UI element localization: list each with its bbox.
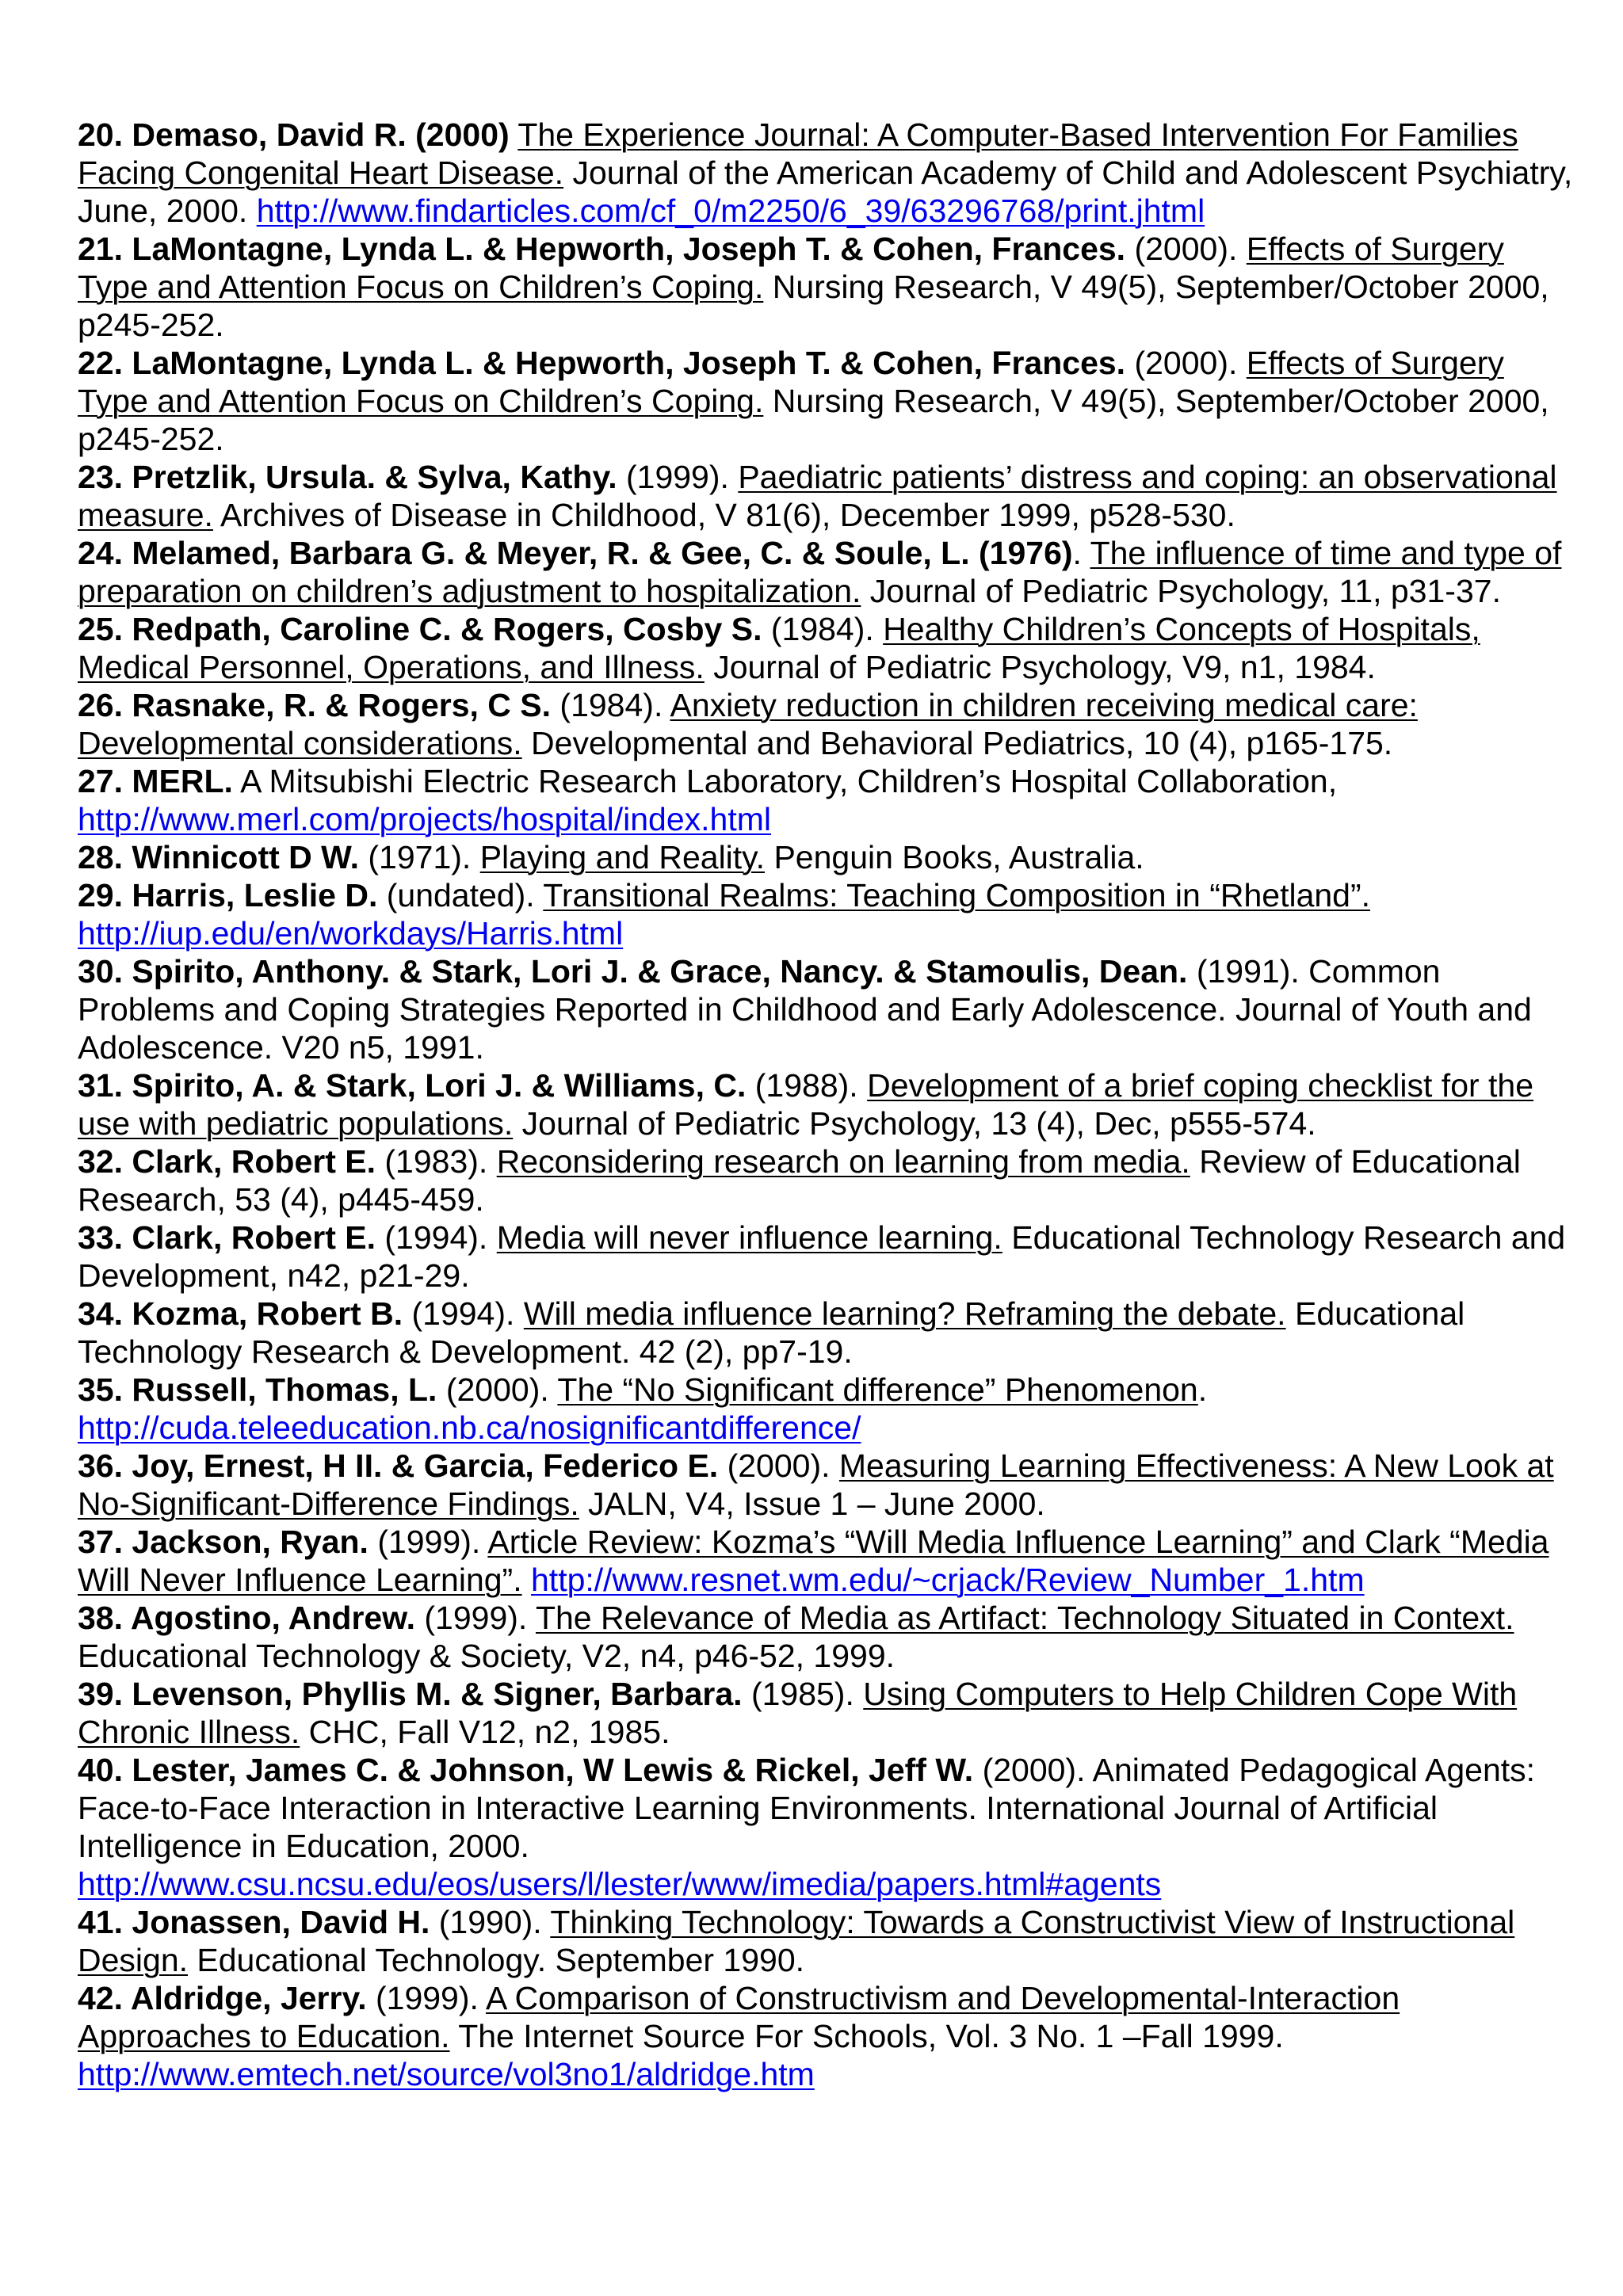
reference-author-name: Lester, James C. & Johnson, W Lewis & Rickel, Jeff W. — [132, 1752, 974, 1788]
reference-author-name: Aldridge, Jerry. — [130, 1980, 367, 2016]
reference-author — [78, 877, 377, 913]
reference-title: Development of a brief coping checklist for the use with pediatric populations. — [78, 1067, 1534, 1142]
reference-title: Reconsidering research on learning from media. — [496, 1143, 1190, 1180]
reference-year: (2000). — [718, 1447, 839, 1484]
reference-number: 39. — [78, 1676, 123, 1712]
reference-author-name: Russell, Thomas, L. — [132, 1371, 437, 1408]
reference-year: (1988). — [746, 1067, 868, 1104]
reference-year: (1999). — [366, 1980, 487, 2016]
reference-22 — [78, 344, 1575, 458]
reference-36 — [78, 1447, 1575, 1523]
reference-author — [78, 1600, 415, 1636]
reference-title: Healthy Children’s Concepts of Hospitals, Medical Personnel, Operations, and Illness. — [78, 611, 1480, 685]
reference-30 — [78, 952, 1575, 1066]
reference-link[interactable]: http://cuda.teleeducation.nb.ca/nosignificantdifference/ — [78, 1409, 861, 1446]
reference-title: Anxiety reduction in children receiving medical care: Developmental considerations. — [78, 687, 1418, 761]
reference-year: (1990). — [430, 1904, 551, 1940]
reference-title: The Experience Journal: A Computer-Based Intervention For Families Facing Congenital Heart Disease. — [78, 116, 1518, 191]
reference-author-name: MERL. — [132, 763, 233, 799]
reference-source: JALN, V4, Issue 1 – June 2000. — [579, 1486, 1045, 1522]
reference-author-name: Kozma, Robert B. — [132, 1295, 403, 1332]
reference-title: Media will never influence learning. — [496, 1219, 1002, 1256]
reference-41 — [78, 1903, 1575, 1979]
reference-source — [522, 1562, 531, 1598]
reference-34 — [78, 1295, 1575, 1371]
reference-number: 34. — [78, 1295, 123, 1332]
reference-source: Archives of Disease in Childhood, V 81(6), December 1999, p528-530. — [212, 497, 1235, 533]
reference-author — [78, 1295, 403, 1332]
reference-year: (1999). — [368, 1524, 488, 1560]
reference-author — [78, 116, 510, 153]
reference-author — [78, 345, 1125, 381]
reference-27 — [78, 762, 1575, 838]
reference-29 — [78, 876, 1575, 952]
reference-author — [78, 611, 762, 647]
reference-author — [78, 1752, 973, 1788]
reference-author-name: Joy, Ernest, H II. & Garcia, Federico E. — [132, 1447, 719, 1484]
reference-source: Nursing Research, V 49(5), September/October 2000, p245-252. — [78, 269, 1549, 343]
reference-number: 23. — [78, 459, 123, 495]
reference-author-name: Levenson, Phyllis M. & Signer, Barbara. — [132, 1676, 743, 1712]
reference-35 — [78, 1371, 1575, 1447]
reference-year: (undated). — [377, 877, 544, 913]
reference-source: Educational Technology Research and Development, n42, p21-29. — [78, 1219, 1566, 1294]
reference-number: 22. — [78, 345, 123, 381]
reference-author — [78, 1524, 369, 1560]
reference-42 — [78, 1979, 1575, 2093]
reference-source: (2000). Animated Pedagogical Agents: Face-to-Face Interaction in Interactive Learning Environments. International Journal of Artificial Intelligence in Education, 2000. — [78, 1752, 1536, 1864]
reference-year: (1999). — [415, 1600, 536, 1636]
reference-year: (1994). — [376, 1219, 497, 1256]
reference-number: 32. — [78, 1143, 123, 1180]
reference-author-name: Rasnake, R. & Rogers, C S. — [132, 687, 552, 723]
reference-title: Effects of Surgery Type and Attention Focus on Children’s Coping. — [78, 345, 1504, 419]
reference-title: Will media influence learning? Reframing the debate. — [523, 1295, 1286, 1332]
reference-26 — [78, 686, 1575, 762]
reference-list — [78, 116, 1575, 2093]
reference-number: 20. — [78, 116, 123, 153]
reference-number: 40. — [78, 1752, 123, 1788]
reference-20 — [78, 116, 1575, 230]
reference-source: Review of Educational Research, 53 (4), p445-459. — [78, 1143, 1521, 1218]
reference-author — [78, 687, 551, 723]
reference-author-name: LaMontagne, Lynda L. & Hepworth, Joseph T. & Cohen, Frances. — [132, 231, 1126, 267]
reference-author — [78, 231, 1125, 267]
reference-23 — [78, 458, 1575, 534]
reference-title: Thinking Technology: Towards a Constructivist View of Instructional Design. — [78, 1904, 1515, 1978]
reference-number: 38. — [78, 1600, 123, 1636]
reference-number: 33. — [78, 1219, 123, 1256]
reference-year: (1985). — [742, 1676, 864, 1712]
reference-author-name: Jackson, Ryan. — [132, 1524, 369, 1560]
reference-year: (2000). — [437, 1371, 558, 1408]
reference-year: . — [1072, 535, 1090, 571]
reference-number: 41. — [78, 1904, 123, 1940]
reference-source: Educational Technology. September 1990. — [188, 1942, 805, 1978]
reference-title: Article Review: Kozma’s “Will Media Influence Learning” and Clark “Media Will Never Influence Learning”. — [78, 1524, 1549, 1598]
reference-source: Educational Technology & Society, V2, n4, p46-52, 1999. — [78, 1638, 896, 1674]
reference-author-name: Redpath, Caroline C. & Rogers, Cosby S. — [132, 611, 762, 647]
reference-author — [78, 1904, 430, 1940]
reference-author — [78, 839, 359, 875]
reference-title: Using Computers to Help Children Cope With Chronic Illness. — [78, 1676, 1518, 1750]
reference-source: A Mitsubishi Electric Research Laboratory, Children’s Hospital Collaboration, — [232, 763, 1338, 799]
reference-author — [78, 1980, 367, 2016]
reference-title: The “No Significant difference” Phenomenon — [557, 1371, 1198, 1408]
reference-title: Effects of Surgery Type and Attention Focus on Children’s Coping. — [78, 231, 1504, 305]
reference-title: The influence of time and type of preparation on children’s adjustment to hospitalization. — [78, 535, 1562, 609]
reference-author — [78, 1143, 376, 1180]
reference-link[interactable]: http://www.findarticles.com/cf_0/m2250/6_39/63296768/print.jhtml — [256, 193, 1205, 229]
reference-39 — [78, 1675, 1575, 1751]
reference-number: 29. — [78, 877, 123, 913]
reference-author — [78, 1371, 437, 1408]
reference-source: CHC, Fall V12, n2, 1985. — [300, 1714, 670, 1750]
reference-author — [78, 953, 1187, 990]
reference-source: Journal of Pediatric Psychology, 11, p31-37. — [861, 573, 1501, 609]
reference-31 — [78, 1066, 1575, 1142]
reference-author-name: Clark, Robert E. — [132, 1219, 376, 1256]
reference-title: The Relevance of Media as Artifact: Technology Situated in Context. — [535, 1600, 1514, 1636]
reference-number: 31. — [78, 1067, 123, 1104]
reference-number: 28. — [78, 839, 123, 875]
reference-year: (2000). — [1125, 345, 1247, 381]
reference-source: Journal of Pediatric Psychology, 13 (4), Dec, p555-574. — [513, 1105, 1316, 1142]
reference-year: (2000). — [1125, 231, 1247, 267]
reference-author-name: Clark, Robert E. — [132, 1143, 376, 1180]
reference-author-name: Harris, Leslie D. — [132, 877, 378, 913]
reference-author-name: Jonassen, David H. — [132, 1904, 430, 1940]
reference-author — [78, 1067, 746, 1104]
reference-author — [78, 763, 233, 799]
reference-source: Penguin Books, Australia. — [765, 839, 1144, 875]
reference-link[interactable]: http://www.csu.ncsu.edu/eos/users/l/lester/www/imedia/papers.html#agents — [78, 1866, 1162, 1902]
reference-33 — [78, 1219, 1575, 1295]
reference-title: Playing and Reality. — [479, 839, 766, 875]
reference-40 — [78, 1751, 1575, 1903]
reference-year: (1994). — [403, 1295, 524, 1332]
reference-year: (1983). — [376, 1143, 497, 1180]
reference-author-name: Agostino, Andrew. — [130, 1600, 415, 1636]
reference-source: Educational Technology Research & Development. 42 (2), pp7-19. — [78, 1295, 1465, 1370]
reference-author — [78, 1676, 743, 1712]
reference-year: (1984). — [762, 611, 884, 647]
reference-author — [78, 535, 1073, 571]
reference-link[interactable]: http://www.resnet.wm.edu/~crjack/Review_Number_1.htm — [531, 1562, 1365, 1598]
reference-source: Journal of Pediatric Psychology, V9, n1, 1984. — [704, 649, 1376, 685]
reference-number: 26. — [78, 687, 123, 723]
reference-title: Transitional Realms: Teaching Composition in “Rhetland”. — [543, 877, 1371, 913]
reference-number: 30. — [78, 953, 123, 990]
reference-link[interactable]: http://www.merl.com/projects/hospital/index.html — [78, 801, 771, 837]
reference-number: 37. — [78, 1524, 123, 1560]
reference-37 — [78, 1523, 1575, 1599]
reference-author — [78, 1219, 376, 1256]
reference-number: 25. — [78, 611, 123, 647]
reference-author-name: Spirito, Anthony. & Stark, Lori J. & Grace, Nancy. & Stamoulis, Dean. — [132, 953, 1188, 990]
reference-source: . — [1197, 1371, 1208, 1408]
reference-link[interactable]: http://www.emtech.net/source/vol3no1/aldridge.htm — [78, 2056, 815, 2092]
reference-author — [78, 1447, 718, 1484]
reference-source: Nursing Research, V 49(5), September/October 2000, p245-252. — [78, 383, 1549, 457]
reference-year: (1984). — [551, 687, 670, 723]
reference-source: (1991). Common Problems and Coping Strategies Reported in Childhood and Early Adolescence. Journal of Youth and Adolescence. V20 n5, 1991. — [78, 953, 1532, 1066]
reference-21 — [78, 230, 1575, 344]
reference-author — [78, 459, 617, 495]
reference-author-name: LaMontagne, Lynda L. & Hepworth, Joseph T. & Cohen, Frances. — [132, 345, 1126, 381]
reference-number: 27. — [78, 763, 123, 799]
reference-title: A Comparison of Constructivism and Developmental-Interaction Approaches to Education. — [78, 1980, 1400, 2054]
reference-source: Developmental and Behavioral Pediatrics, 10 (4), p165-175. — [521, 725, 1393, 761]
reference-author-name: Spirito, A. & Stark, Lori J. & Williams, C. — [132, 1067, 747, 1104]
reference-number: 36. — [78, 1447, 123, 1484]
reference-source: The Internet Source For Schools, Vol. 3 No. 1 –Fall 1999. — [449, 2018, 1284, 2054]
reference-year: (1999). — [617, 459, 739, 495]
reference-28 — [78, 838, 1575, 876]
reference-title: Measuring Learning Effectiveness: A New Look at No-Significant-Difference Findings. — [78, 1447, 1554, 1522]
reference-source: Journal of the American Academy of Child and Adolescent Psychiatry, June, 2000. — [78, 154, 1573, 229]
reference-author-name: Winnicott D W. — [132, 839, 359, 875]
reference-number: 35. — [78, 1371, 123, 1408]
reference-author-name: Demaso, David R. (2000) — [132, 116, 510, 153]
reference-25 — [78, 610, 1575, 686]
reference-number: 21. — [78, 231, 123, 267]
reference-author-name: Melamed, Barbara G. & Meyer, R. & Gee, C. & Soule, L. (1976) — [132, 535, 1073, 571]
reference-year: (1971). — [359, 839, 480, 875]
reference-number: 24. — [78, 535, 123, 571]
reference-title: Paediatric patients’ distress and coping: an observational measure. — [78, 459, 1557, 533]
reference-year — [510, 116, 518, 153]
reference-number: 42. — [78, 1980, 123, 2016]
reference-24 — [78, 534, 1575, 610]
reference-32 — [78, 1142, 1575, 1219]
reference-38 — [78, 1599, 1575, 1675]
reference-author-name: Pretzlik, Ursula. & Sylva, Kathy. — [132, 459, 617, 495]
reference-link[interactable]: http://iup.edu/en/workdays/Harris.html — [78, 915, 624, 952]
